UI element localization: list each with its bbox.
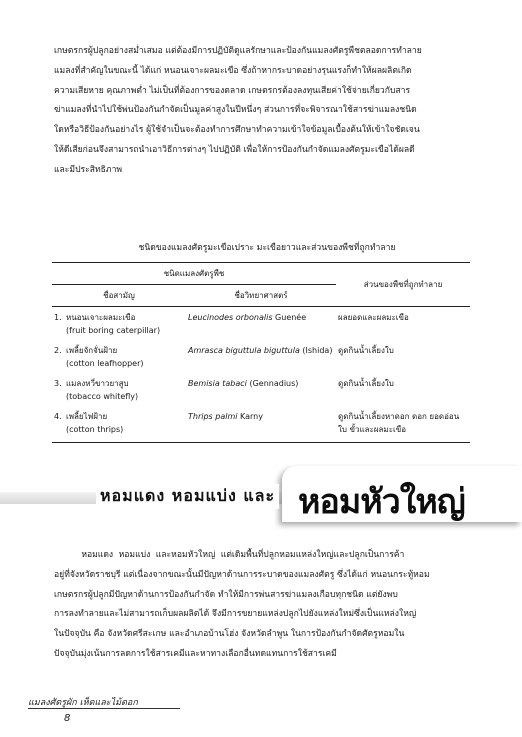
- intro-line: ฆ่าแมลงที่นำไปใช้พ่นป้องกันกำจัดเป็นมูลค่าสูงในปีหนึ่งๆ ส่วนการที่จะพิจารณาใช้สารฆ่าแมลงชนิด: [54, 105, 417, 116]
- table-caption: ชนิดของแมลงศัตรูมะเขือเปราะ มะเขือยาวและส่วนของพืชที่ถูกทำลาย: [138, 243, 396, 253]
- english-name: (tobacco whitefly): [66, 392, 139, 401]
- scientific-name-cell: [186, 307, 336, 341]
- table-row: [52, 340, 470, 373]
- row-number: 2.: [54, 346, 62, 355]
- intro-line: ให้ดีเสียก่อนจึงสามารถนำเอาวิธีการต่างๆ ไปปฏิบัติ เพื่อให้การป้องกันกำจัดแมลงศัตรูมะเขือได้ผลดี: [54, 144, 415, 155]
- species-name: Bemisia tabaci: [188, 379, 247, 388]
- thai-name: เพลี้ยไฟฝ้าย: [66, 412, 108, 421]
- author-name: (Gennadius): [246, 379, 299, 388]
- table-row: [52, 307, 470, 341]
- intro-paragraph: [54, 42, 484, 181]
- thai-name: หนอนเจาะผลมะเขือ: [66, 313, 136, 322]
- english-name: (cotton thrips): [66, 425, 124, 434]
- damage-cell: ดูดกินน้ำเลี้ยงหาดอก ดอก ยอดอ่อนใบ ขั้วและผลมะเขือ: [336, 406, 470, 443]
- english-name: (cotton leafhopper): [66, 359, 144, 368]
- section-line: ในปัจจุบัน คือ จังหวัดศรีสะเกษ และอำเภอบ้านโฮ่ง จังหวัดลำพูน ในการป้องกันกำจัดศัตรูหอมใน: [54, 629, 405, 640]
- section-subtitle: หอมแดง หอมแบ่ง และ: [96, 484, 279, 509]
- intro-line: เกษตรกรผู้ปลูกอย่างสม่ำเสมอ แต่ต้องมีการปฏิบัติดูแลรักษาและป้องกันแมลงศัตรูพืชตลอดการทำลาย: [54, 46, 422, 56]
- scientific-name-cell: [186, 406, 336, 443]
- common-name-cell: [52, 340, 186, 373]
- footer-divider: [28, 708, 180, 709]
- section-banner: [0, 466, 522, 524]
- table-row: [52, 373, 470, 406]
- author-name: Guenée: [272, 313, 307, 322]
- thai-name: เพลี้ยจักจั่นฝ้าย: [66, 346, 118, 355]
- table-row: [52, 406, 470, 443]
- pest-type-header: ชนิดแมลงศัตรูพืช: [52, 263, 336, 285]
- section-paragraph: [54, 546, 484, 665]
- damage-cell: ดูดกินน้ำเลี้ยงใบ: [338, 379, 394, 388]
- common-name-cell: [52, 307, 186, 341]
- scientific-name-header: ชื่อวิทยาศาสตร์: [186, 285, 336, 307]
- footer-book-title: แมลงศัตรูผัก เห็ดและไม้ดอก: [28, 698, 138, 708]
- intro-line: ความเสียหาย คุณภาพต่ำ ไม่เป็นที่ต้องการของตลาด เกษตรกรต้องลงทุนเสียค่าใช้จ่ายเกี่ยวกับสาร: [54, 85, 411, 96]
- damage-header: ส่วนของพืชที่ถูกทำลาย: [336, 263, 470, 307]
- row-number: 1.: [54, 313, 62, 322]
- row-number: 3.: [54, 379, 62, 388]
- species-name: Thrips palmi: [188, 412, 238, 421]
- section-line: เกษตรกรผู้ปลูกมีปัญหาด้านการป้องกันกำจัด ทำให้มีการพ่นสารฆ่าแมลงเกือบทุกชนิด แต่ยังพบ: [54, 589, 398, 600]
- damage-cell: ดูดกินน้ำเลี้ยงใบ: [338, 346, 394, 355]
- english-name: (fruit boring caterpillar): [66, 326, 161, 335]
- common-name-cell: [52, 373, 186, 406]
- pest-table: [52, 262, 470, 443]
- section-title: หอมหัวใหญ่: [298, 482, 465, 522]
- common-name-header: ชื่อสามัญ: [52, 285, 186, 307]
- intro-line: แมลงที่สำคัญในขณะนี้ ได้แก่ หนอนเจาะผลมะเขือ ซึ่งถ้าหากระบาดอย่างรุนแรงก็ทำให้ผลผลิตเกิด: [54, 65, 412, 76]
- section-line: การลงทำลายและไม่สามารถเก็บผลผลิตได้ จึงมีการขยายแหล่งปลูกไปยังแหล่งใหม่ซึ่งเป็นแหล่งใหญ่: [54, 609, 417, 620]
- section-line: ปัจจุบันมุ่งเน้นการลดการใช้สารเคมีและหาทางเลือกอื่นทดแทนการใช้สารเคมี: [54, 648, 337, 659]
- author-name: Karny: [237, 412, 263, 421]
- scientific-name-cell: [186, 373, 336, 406]
- intro-line: ใดหรือวิธีป้องกันอย่างไร ผู้ใช้จำเป็นจะต้องทำการศึกษาทำความเข้าใจข้อมูลเบื้องต้นให้เข้าใจชัดเจน: [54, 125, 420, 136]
- intro-line: และมีประสิทธิภาพ: [54, 164, 123, 175]
- species-name: Leucinodes orbonalis: [188, 313, 273, 322]
- scientific-name-cell: [186, 340, 336, 373]
- author-name: (Ishida): [299, 346, 333, 355]
- species-name: Amrasca biguttula biguttula: [188, 346, 300, 355]
- section-line: หอมแดง หอมแบ่ง และหอมหัวใหญ่ แต่เดิมพื้นที่ปลูกหอมแหล่งใหญ่และปลูกเป็นการค้า: [54, 550, 405, 560]
- thai-name: แมลงหวี่ขาวยาสูบ: [66, 379, 129, 388]
- common-name-cell: [52, 406, 186, 443]
- page-number: 8: [64, 713, 71, 724]
- damage-cell: ผลยอดและผลมะเขือ: [338, 313, 409, 322]
- section-line: อยู่ที่จังหวัดราชบุรี แต่เนื่องจากขณะนั้นมีปัญหาด้านการระบาดของแมลงศัตรู ซึ่งได้แก่ หนอนกระทู้หอม: [54, 569, 430, 580]
- row-number: 4.: [54, 412, 62, 421]
